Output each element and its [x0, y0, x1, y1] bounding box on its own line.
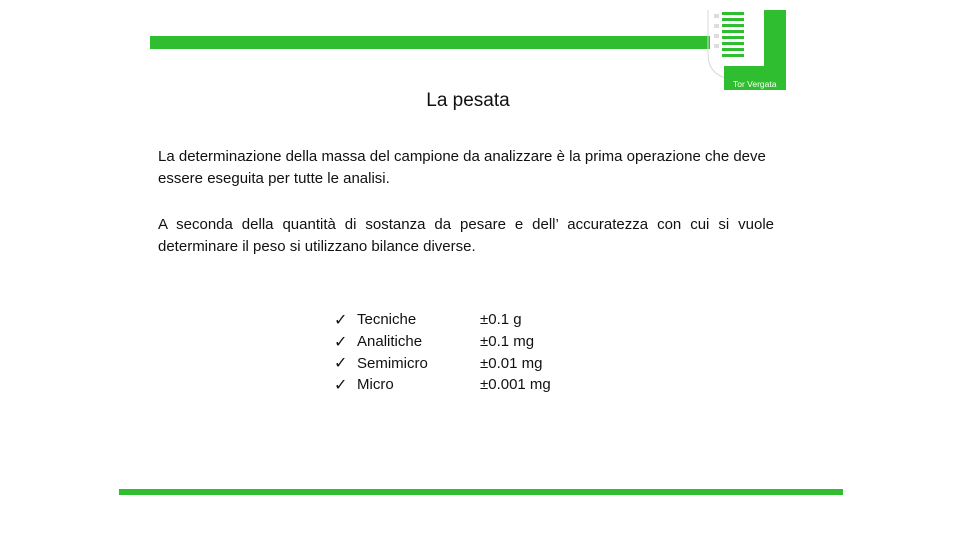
balance-precision: ±0.1 mg	[480, 333, 535, 351]
balance-name: Analitiche	[357, 333, 423, 351]
logo-text: Tor Vergata	[733, 79, 777, 89]
balances-list	[334, 309, 551, 396]
checkmark-icon: ✓	[334, 376, 348, 394]
top-accent-bar	[150, 36, 710, 49]
balance-name: Semimicro	[357, 354, 428, 372]
list-item	[334, 374, 551, 396]
balance-precision: ±0.001 mg	[480, 376, 551, 394]
checkmark-icon: ✓	[334, 355, 348, 373]
balance-precision: ±0.01 mg	[480, 354, 543, 372]
balance-precision: ±0.1 g	[480, 311, 522, 329]
balances-paragraph: A seconda della quantità di sostanza da pesare e dell’ accuratezza con cui si vuole determinare il peso si utilizzano bilance diverse.	[158, 216, 774, 255]
intro-paragraph: La determinazione della massa del campione da analizzare è la prima operazione che deve essere eseguita per tutte le analisi.	[158, 148, 766, 187]
checkmark-icon: ✓	[334, 311, 348, 329]
list-item	[334, 331, 551, 353]
list-item	[334, 309, 551, 331]
balance-name: Micro	[357, 376, 394, 394]
slide-title: La pesata	[426, 90, 510, 111]
university-logo	[706, 10, 786, 90]
balance-name: Tecniche	[357, 311, 417, 329]
bottom-accent-bar	[119, 489, 843, 495]
list-item	[334, 352, 551, 374]
checkmark-icon: ✓	[334, 333, 348, 351]
